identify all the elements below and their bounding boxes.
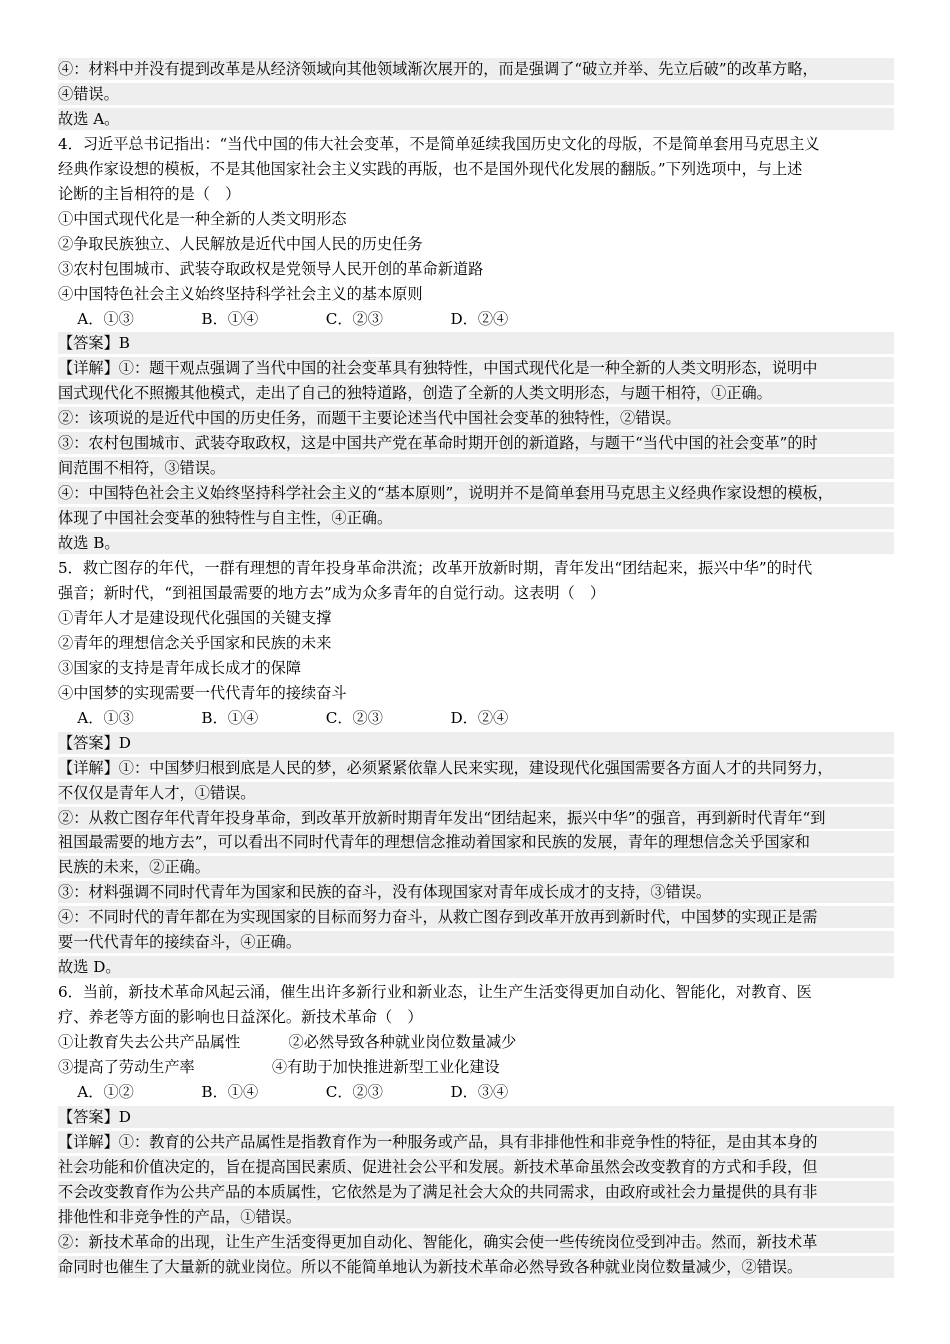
question-text-line: ②争取民族独立、人民解放是近代中国人民的历史任务 xyxy=(58,234,423,253)
answer-text-line: 【详解】①：教育的公共产品属性是指教育作为一种服务或产品，具有非排他性和非竞争性的特征，是由其本身的 xyxy=(58,1131,894,1153)
answer-text-line: ④：中国特色社会主义始终坚持科学社会主义的“基本原则”，说明并不是简单套用马克思主义经典作家设想的模板， xyxy=(58,482,894,504)
answer-text-line: 【答案】D xyxy=(58,732,894,754)
question-text-line: A．①③ B．①④ C．②③ D．②④ xyxy=(58,708,509,727)
question-text-line: ②青年的理想信念关乎国家和民族的未来 xyxy=(58,633,332,652)
question-text-line: 4．习近平总书记指出：“当代中国的伟大社会变革，不是简单延续我国历史文化的母版，不是简单套用马克思主义 xyxy=(58,134,820,153)
question-text-line: 经典作家设想的模板，不是其他国家社会主义实践的再版，也不是国外现代化发展的翻版。”下列选项中，与上述 xyxy=(58,159,803,178)
answer-text-line: ②：新技术革命的出现，让生产生活变得更加自动化、智能化，确实会使一些传统岗位受到冲击。然而，新技术革 xyxy=(58,1231,894,1253)
answer-text-line: 【答案】D xyxy=(58,1106,894,1128)
answer-text-line: 故选 A。 xyxy=(58,108,894,130)
question-text-line: ①中国式现代化是一种全新的人类文明形态 xyxy=(58,209,347,228)
answer-text-line: 国式现代化不照搬其他模式，走出了自己的独特道路，创造了全新的人类文明形态，与题干相符，①正确。 xyxy=(58,382,894,404)
question-text-line: ④中国特色社会主义始终坚持科学社会主义的基本原则 xyxy=(58,284,423,303)
answer-text-line: 社会功能和价值决定的，旨在提高国民素质、促进社会公平和发展。新技术革命虽然会改变教育的方式和手段，但 xyxy=(58,1156,894,1178)
answer-text-line: ④：材料中并没有提到改革是从经济领域向其他领域渐次展开的，而是强调了“破立并举、先立后破”的改革方略， xyxy=(58,58,894,80)
question-text-line: 6．当前，新技术革命风起云涌，催生出许多新行业和新业态，让生产生活变得更加自动化、智能化，对教育、医 xyxy=(58,983,812,1002)
question-text-line: 5．救亡图存的年代，一群有理想的青年投身革命洪流；改革开放新时期，青年发出“团结起来，振兴中华”的时代 xyxy=(58,559,813,577)
question-text-line: A．①② B．①④ C．②③ D．③④ xyxy=(58,1082,509,1101)
answer-text-line: 不会改变教育作为公共产品的本质属性，它依然是为了满足社会大众的共同需求，由政府或社会力量提供的具有非 xyxy=(58,1181,894,1203)
answer-text-line: ③：材料强调不同时代青年为国家和民族的奋斗，没有体现国家对青年成长成才的支持，③错误。 xyxy=(58,881,894,903)
answer-text-line: ④错误。 xyxy=(58,83,894,105)
answer-text-line: ③：农村包围城市、武装夺取政权，这是中国共产党在革命时期开创的新道路，与题干“当代中国的社会变革”的时 xyxy=(58,432,894,454)
answer-text-line: ②：该项说的是近代中国的历史任务，而题干主要论述当代中国社会变革的独特性，②错误。 xyxy=(58,407,894,429)
answer-text-line: 排他性和非竞争性的产品，①错误。 xyxy=(58,1206,894,1228)
question-text-line: ①让教育失去公共产品属性 ②必然导致各种就业岗位数量减少 xyxy=(58,1033,517,1052)
answer-text-line: 故选 D。 xyxy=(58,956,894,978)
question-text-line: ④中国梦的实现需要一代代青年的接续奋斗 xyxy=(58,683,347,702)
answer-text-line: 民族的未来，②正确。 xyxy=(58,856,894,878)
answer-text-line: 间范围不相符，③错误。 xyxy=(58,457,894,479)
answer-text-line: 命同时也催生了大量新的就业岗位。所以不能简单地认为新技术革命必然导致各种就业岗位数量减少，②错误。 xyxy=(58,1256,894,1278)
question-text-line: 强音；新时代，“到祖国最需要的地方去”成为众多青年的自觉行动。这表明（ ） xyxy=(58,583,606,602)
question-text-line: ①青年人才是建设现代化强国的关键支撑 xyxy=(58,608,332,627)
answer-text-line: 要一代代青年的接续奋斗，④正确。 xyxy=(58,931,894,953)
question-text-line: ③提高了劳动生产率 ④有助于加快推进新型工业化建设 xyxy=(58,1058,500,1076)
answer-text-line: 【详解】①：中国梦归根到底是人民的梦，必须紧紧依靠人民来实现，建设现代化强国需要各方面人才的共同努力， xyxy=(58,757,894,779)
answer-text-line: 祖国最需要的地方去”，可以看出不同时代青年的理想信念推动着国家和民族的发展，青年的理想信念关乎国家和 xyxy=(58,831,894,853)
question-text-line: ③农村包围城市、武装夺取政权是党领导人民开创的革命新道路 xyxy=(58,259,484,278)
answer-text-line: 故选 B。 xyxy=(58,532,894,554)
question-text-line: A．①③ B．①④ C．②③ D．②④ xyxy=(58,309,509,328)
answer-text-line: 【答案】B xyxy=(58,332,894,354)
answer-text-line: 【详解】①：题干观点强调了当代中国的社会变革具有独特性，中国式现代化是一种全新的人类文明形态，说明中 xyxy=(58,357,894,379)
answer-text-line: ④：不同时代的青年都在为实现国家的目标而努力奋斗，从救亡图存到改革开放再到新时代，中国梦的实现正是需 xyxy=(58,906,894,928)
answer-text-line: 不仅仅是青年人才，①错误。 xyxy=(58,782,894,804)
question-text-line: 疗、养老等方面的影响也日益深化。新技术革命（ ） xyxy=(58,1008,423,1027)
question-text-line: 论断的主旨相符的是（ ） xyxy=(58,184,241,203)
answer-text-line: ②：从救亡图存年代青年投身革命，到改革开放新时期青年发出“团结起来，振兴中华”的强音，再到新时代青年“到 xyxy=(58,807,894,829)
question-text-line: ③国家的支持是青年成长成才的保障 xyxy=(58,658,301,677)
answer-text-line: 体现了中国社会变革的独特性与自主性，④正确。 xyxy=(58,507,894,529)
